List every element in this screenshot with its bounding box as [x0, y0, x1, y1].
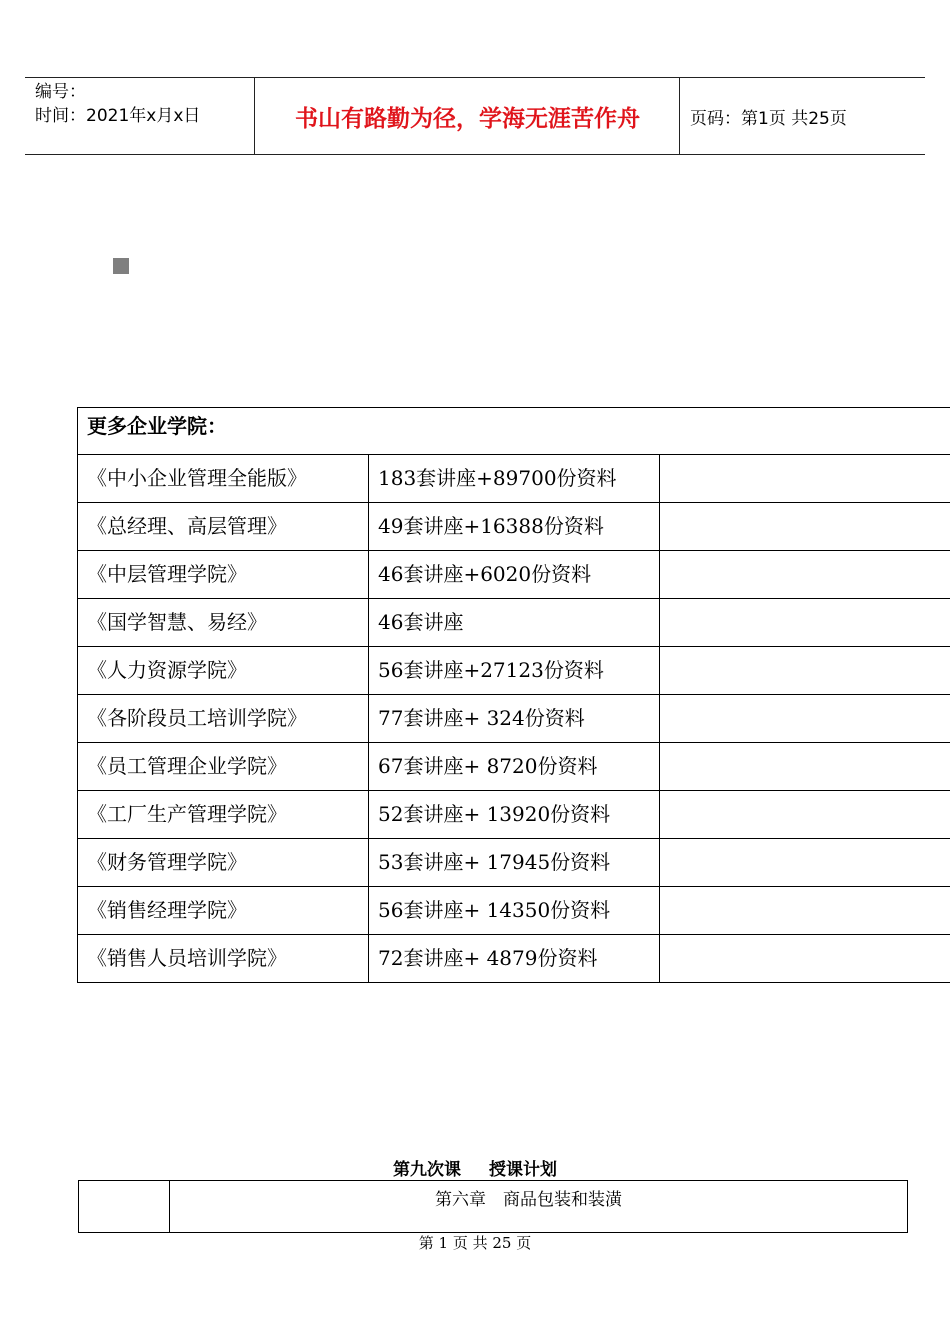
course-count: 56套讲座+27123份资料 [369, 647, 660, 695]
table-row [78, 743, 950, 791]
table-heading-row [78, 408, 950, 455]
table-row [78, 887, 950, 935]
course-count: 49套讲座+16388份资料 [369, 503, 660, 551]
header-bottom-rule [25, 154, 925, 155]
course-name: 《国学智慧、易经》 [78, 599, 369, 647]
empty-cell [660, 647, 950, 695]
empty-cell [660, 551, 950, 599]
empty-cell [660, 887, 950, 935]
table-row [78, 935, 950, 983]
table-row [78, 455, 950, 503]
page-footer: 第 1 页 共 25 页 [418, 1234, 532, 1252]
lesson-title [0, 1155, 950, 1180]
academy-table [77, 407, 950, 983]
empty-cell [660, 599, 950, 647]
course-count: 52套讲座+ 13920份资料 [369, 791, 660, 839]
time-label: 时间：2021年x月x日 [35, 106, 201, 126]
course-name: 《工厂生产管理学院》 [78, 791, 369, 839]
course-count: 46套讲座+6020份资料 [369, 551, 660, 599]
table-row [78, 791, 950, 839]
empty-cell [660, 743, 950, 791]
table-row [78, 647, 950, 695]
course-name: 《财务管理学院》 [78, 839, 369, 887]
empty-cell [660, 839, 950, 887]
header-page-number: 页码：第1页 共25页 [690, 109, 847, 129]
course-count: 77套讲座+ 324份资料 [369, 695, 660, 743]
course-count: 72套讲座+ 4879份资料 [369, 935, 660, 983]
chapter-table [78, 1180, 908, 1233]
course-count: 53套讲座+ 17945份资料 [369, 839, 660, 887]
chapter-row [79, 1181, 908, 1233]
number-label: 编号： [35, 82, 86, 102]
course-name: 《员工管理企业学院》 [78, 743, 369, 791]
course-name: 《销售人员培训学院》 [78, 935, 369, 983]
course-name: 《中小企业管理全能版》 [78, 455, 369, 503]
empty-cell [660, 455, 950, 503]
course-name: 《总经理、高层管理》 [78, 503, 369, 551]
table-row [78, 695, 950, 743]
table-row [78, 839, 950, 887]
lesson-plan: 授课计划 [489, 1160, 557, 1180]
course-name: 《销售经理学院》 [78, 887, 369, 935]
table-row [78, 551, 950, 599]
header-motto: 书山有路勤为径，学海无涯苦作舟 [295, 106, 640, 132]
header-top-rule [25, 77, 925, 78]
lesson-session: 第九次课 [393, 1160, 461, 1180]
course-name: 《各阶段员工培训学院》 [78, 695, 369, 743]
empty-cell [79, 1181, 170, 1233]
header-meta [35, 80, 200, 128]
empty-cell [660, 695, 950, 743]
table-row [78, 503, 950, 551]
empty-cell [660, 503, 950, 551]
course-count: 183套讲座+89700份资料 [369, 455, 660, 503]
empty-cell [660, 935, 950, 983]
empty-cell [660, 791, 950, 839]
table-row [78, 599, 950, 647]
square-bullet-icon [113, 258, 129, 274]
table-heading: 更多企业学院： [78, 408, 950, 455]
chapter-title: 第六章 商品包装和装潢 [170, 1181, 908, 1233]
course-name: 《中层管理学院》 [78, 551, 369, 599]
course-count: 56套讲座+ 14350份资料 [369, 887, 660, 935]
course-count: 46套讲座 [369, 599, 660, 647]
course-name: 《人力资源学院》 [78, 647, 369, 695]
course-count: 67套讲座+ 8720份资料 [369, 743, 660, 791]
